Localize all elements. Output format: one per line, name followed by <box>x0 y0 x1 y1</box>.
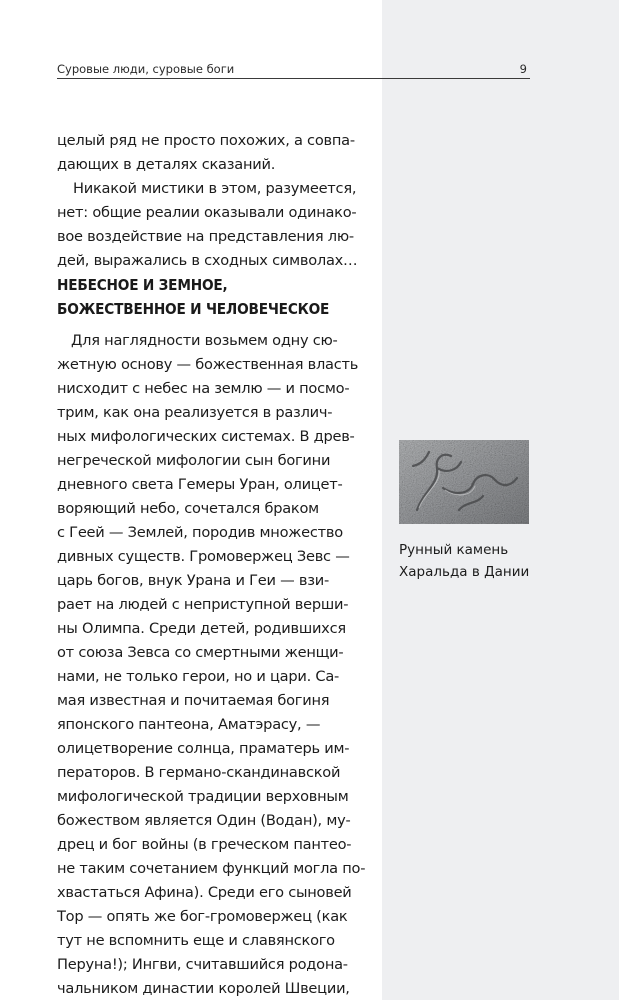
text-line: дневного света Гемеры Уран, олицет- <box>57 476 343 493</box>
text-line: Перуна!); Ингви, считавшийся родона- <box>57 956 348 973</box>
text-line: мая известная и почитаемая богиня <box>57 692 330 709</box>
body-paragraph <box>57 329 367 1001</box>
text-line: нами, не только герои, но и цари. Са- <box>57 668 340 685</box>
running-head <box>57 61 530 77</box>
text-line: олицетворение солнца, праматерь им- <box>57 740 350 757</box>
text-line: трим, как она реализуется в различ- <box>57 404 333 421</box>
section-heading <box>57 273 367 321</box>
text-line: нет: общие реалии оказывали одинако- <box>57 204 357 221</box>
text-line: Для наглядности возьмем одну сю- <box>71 332 338 349</box>
section-heading-line-1: НЕБЕСНОЕ И ЗЕМНОЕ, <box>57 276 228 294</box>
text-line: не таким сочетанием функций могла по- <box>57 860 366 877</box>
text-line: царь богов, внук Урана и Геи — взи- <box>57 572 329 589</box>
text-line: от союза Зевса со смертными женщи- <box>57 644 344 661</box>
text-line: божеством является Один (Водан), му- <box>57 812 351 829</box>
text-line: рает на людей с неприступной верши- <box>57 596 349 613</box>
text-line: чальником династии королей Швеции, <box>57 980 350 997</box>
photo-caption <box>399 539 579 583</box>
text-line: дающих в деталях сказаний. <box>57 156 276 173</box>
caption-line-1: Рунный камень <box>399 542 509 558</box>
text-line: дивных существ. Громовержец Зевс — <box>57 548 350 565</box>
text-line: мифологической традиции верховным <box>57 788 349 805</box>
text-line: хвастаться Афина). Среди его сыновей <box>57 884 352 901</box>
text-line: Никакой мистики в этом, разумеется, <box>73 180 357 197</box>
section-heading-line-2: БОЖЕСТВЕННОЕ И ЧЕЛОВЕЧЕСКОЕ <box>57 300 330 318</box>
text-line: вое воздействие на представления лю- <box>57 228 354 245</box>
text-line: целый ряд не просто похожих, а совпа- <box>57 132 355 149</box>
text-line: дей, выражались в сходных символах… <box>57 252 358 269</box>
intro-paragraphs <box>57 129 367 273</box>
text-line: нисходит с небес на землю — и посмо- <box>57 380 350 397</box>
caption-line-2: Харальда в Дании <box>399 564 530 580</box>
text-line: воряющий небо, сочетался браком <box>57 500 319 517</box>
text-line: ператоров. В германо-скандинавской <box>57 764 341 781</box>
running-head-title: Суровые люди, суровые боги <box>57 62 235 76</box>
text-line: негреческой мифологии сын богини <box>57 452 331 469</box>
text-line: ных мифологических системах. В древ- <box>57 428 355 445</box>
text-line: дрец и бог войны (в греческом пантео- <box>57 836 352 853</box>
text-line: ны Олимпа. Среди детей, родившихся <box>57 620 346 637</box>
text-line: японского пантеона, Аматэрасу, — <box>57 716 321 733</box>
header-rule <box>57 78 530 79</box>
text-line: Тор — опять же бог-громовержец (как <box>57 908 348 925</box>
text-line: жетную основу — божественная власть <box>57 356 359 373</box>
page-number: 9 <box>519 62 527 76</box>
rune-stone-photo <box>399 440 529 524</box>
text-line: тут не вспомнить еще и славянского <box>57 932 335 949</box>
text-line: с Геей — Землей, породив множество <box>57 524 343 541</box>
